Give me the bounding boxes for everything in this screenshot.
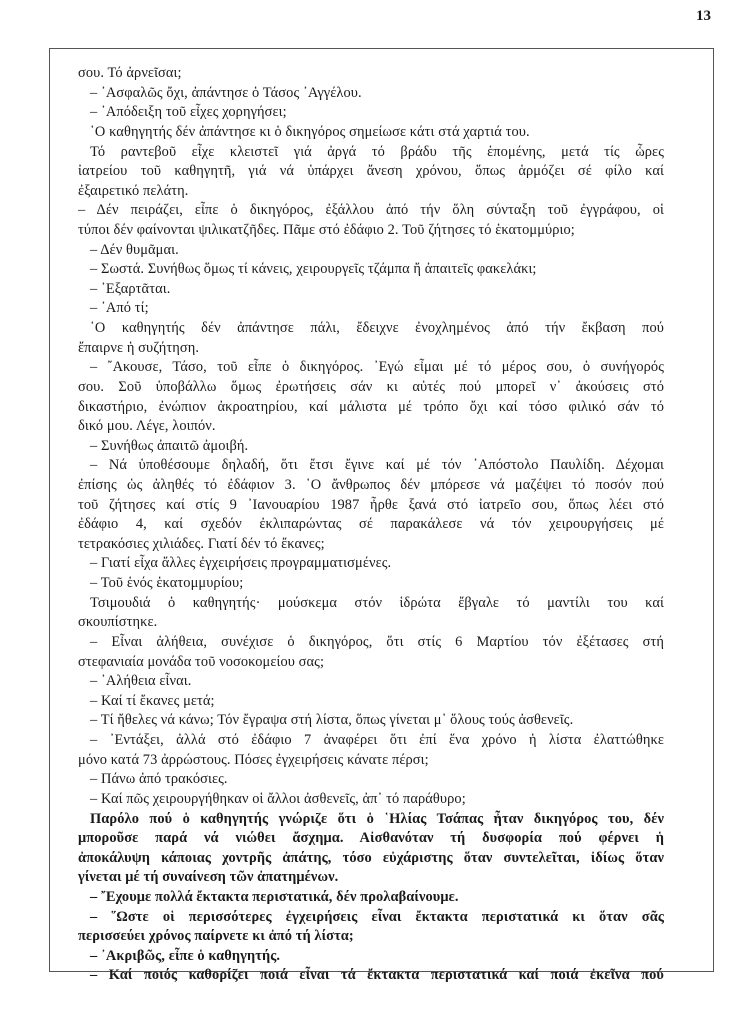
text-line: ἔπαιρνε ἡ συζήτηση.	[78, 339, 200, 356]
text-line: ἀποκάλυψη κάποιας χοντρῆς ἀπάτης, τόσο εὐχάριστης ὅταν συντελεῖται, ἰδίως ὅταν	[78, 849, 664, 866]
text-line: σου. Σοῦ ὑποβάλλω ὅμως ἐρωτήσεις σάν κι αὐτές πού μπορεῖ ν᾿ ἀκούσεις στό	[78, 378, 664, 395]
text-line: ῾Ο καθηγητής δέν ἀπάντησε πάλι, ἔδειχνε ἐνοχλημένος ἀπό τήν ἔκβαση πού	[90, 320, 664, 337]
text-line: – Καί πῶς χειρουργήθηκαν οἱ ἄλλοι ἀσθενεῖς, ἀπ᾿ τό παράθυρο;	[90, 790, 466, 807]
text-line: – ᾿Ασφαλῶς ὄχι, ἀπάντησε ὁ Τάσος ᾿Αγγέλου.	[90, 84, 362, 101]
text-line: – ᾿Εντάξει, ἀλλά στό ἐδάφιο 7 ἀναφέρει ὅτι ἐπί ἕνα χρόνο ἡ λίστα ἐλαττώθηκε	[90, 732, 664, 749]
text-line: – Τί ἤθελες νά κάνω; Τόν ἔγραψα στή λίστα, ὅπως γίνεται μ᾿ ὅλους τούς ἀσθενεῖς.	[90, 712, 574, 729]
text-line: τύποι δέν φαίνονται ψιλικατζῆδες. Πᾶμε στό ἐδάφιο 2. Τοῦ ζήτησες τό ἑκατομμύριο;	[78, 221, 575, 238]
text-line: – Εἶναι ἀλήθεια, συνέχισε ὁ δικηγόρος, ὅτι στίς 6 Μαρτίου τόν ἐξέτασες στή	[90, 633, 664, 650]
text-line: τετρακόσιες χιλιάδες. Γιατί δέν τό ἔκανες;	[78, 535, 325, 552]
text-line: Τσιμουδιά ὁ καθηγητής· μούσκεμα στόν ἱδρώτα ἔβγαλε τό μαντίλι του καί	[90, 594, 664, 611]
text-line: γίνεται μέ τή συναίνεση τῶν ἀπατημένων.	[78, 869, 339, 886]
text-line: – Καί τί ἔκανες μετά;	[90, 692, 215, 709]
text-line: στεφανιαία μονάδα τοῦ νοσοκομείου σας;	[78, 653, 325, 670]
text-line: σκουπίστηκε.	[78, 614, 158, 631]
text-line: Τό ραντεβοῦ εἶχε κλειστεῖ γιά ἀργά τό βράδυ τῆς ἑπομένης, μετά τίς ὧρες	[90, 143, 664, 160]
document-body	[78, 64, 664, 986]
text-line: δικό μου. Λέγε, λοιπόν.	[78, 418, 216, 435]
text-line: τοῦ ζήτησες καί στίς 9 ᾿Ιανουαρίου 1987 ἦρθε ξανά στό ἰατρεῖο σου, ὅπως λέει στό	[78, 496, 664, 513]
text-line: Παρόλο πού ὁ καθηγητής γνώριζε ὅτι ὁ ῾Ηλίας Τσάπας ἦταν δικηγόρος του, δέν	[90, 810, 664, 827]
text-line: ῾Ο καθηγητής δέν ἀπάντησε κι ὁ δικηγόρος σημείωσε κάτι στά χαρτιά του.	[90, 123, 530, 140]
text-line: μποροῦσε παρά νά νιώθει ἄσχημα. Αἰσθανόταν τή δυσφορία πού φέρνει ἡ	[78, 830, 664, 847]
text-line: – ᾿Εξαρτᾶται.	[90, 280, 171, 297]
text-line: μόνο κατά 73 ἀρρώστους. Πόσες ἐγχειρήσεις κάνατε πέρσι;	[78, 751, 429, 768]
text-line: δικαστήριο, ἐνώπιον ἀκροατηρίου, καί μάλιστα μέ τρόπο ὄχι καί τόσο φιλικό σάν τό	[78, 398, 664, 415]
text-line: – ᾿Αλήθεια εἶναι.	[90, 673, 192, 690]
page-number: 13	[696, 8, 711, 24]
text-line: ἐδάφιο 4, καί σχεδόν ἐκλιπαρώντας σέ παρακάλεσε νά τόν χειρουργήσεις μέ	[78, 516, 664, 533]
text-line: – Σωστά. Συνήθως ὅμως τί κάνεις, χειρουργεῖς τζάμπα ἤ ἀπαιτεῖς φακελάκι;	[90, 261, 537, 278]
text-line: – Τοῦ ἑνός ἑκατομμυρίου;	[90, 575, 244, 592]
text-line: – ῎Ακουσε, Τάσο, τοῦ εἶπε ὁ δικηγόρος. ᾿Εγώ εἶμαι μέ τό μέρος σου, ὁ συνήγορός	[90, 359, 664, 376]
text-line: – Γιατί εἶχα ἄλλες ἐγχειρήσεις προγραμματισμένες.	[90, 555, 392, 572]
text-line: – ᾿Από τί;	[90, 300, 149, 317]
text-line: – Δέν πειράζει, εἶπε ὁ δικηγόρος, ἐξάλλου ἀπό τήν ὅλη σύνταξη τοῦ ἐγγράφου, οἱ	[78, 202, 664, 219]
text-line: – Καί ποιός καθορίζει ποιά εἶναι τά ἔκτακτα περιστατικά καί ποιά ἐκεῖνα πού	[90, 967, 664, 984]
text-line: ἰατρείου τοῦ καθηγητῆ, γιά νά ὑπάρχει ἄνεση χρόνου, ὅπως ἁρμόζει σέ φίλο καί	[78, 163, 664, 180]
text-line: σου. Τό ἀρνεῖσαι;	[78, 65, 182, 81]
text-line: περισσεύει χρόνος παίρνετε κι ἀπό τή λίστα;	[78, 928, 354, 945]
text-line: – ᾿Ακριβῶς, εἶπε ὁ καθηγητής.	[90, 947, 281, 964]
text-line: – ῞Ωστε οἱ περισσότερες ἐγχειρήσεις εἶναι ἔκτακτα περιστατικά κι ὅταν σᾶς	[90, 908, 664, 925]
text-line: – Συνήθως ἀπαιτῶ ἀμοιβή.	[90, 437, 249, 454]
text-line: – Πάνω ἀπό τρακόσιες.	[90, 771, 228, 788]
text-line: – ῎Εχουμε πολλά ἔκτακτα περιστατικά, δέν προλαβαίνουμε.	[90, 888, 459, 905]
text-line: – Νά ὑποθέσουμε δηλαδή, ὅτι ἔτσι ἔγινε καί μέ τόν ᾿Απόστολο Παυλίδη. Δέχομαι	[90, 457, 664, 474]
text-line: – ᾿Απόδειξη τοῦ εἶχες χορηγήσει;	[90, 104, 287, 121]
text-line: – Δέν θυμᾶμαι.	[90, 241, 179, 258]
text-line: ἐξαιρετικό πελάτη.	[78, 182, 189, 199]
text-line: ἐπίσης ὡς ἀληθές τό ἐδάφιον 3. ῾Ο ἄνθρωπος δέν μπόρεσε νά μαζέψει τό ποσόν πού	[78, 477, 664, 493]
